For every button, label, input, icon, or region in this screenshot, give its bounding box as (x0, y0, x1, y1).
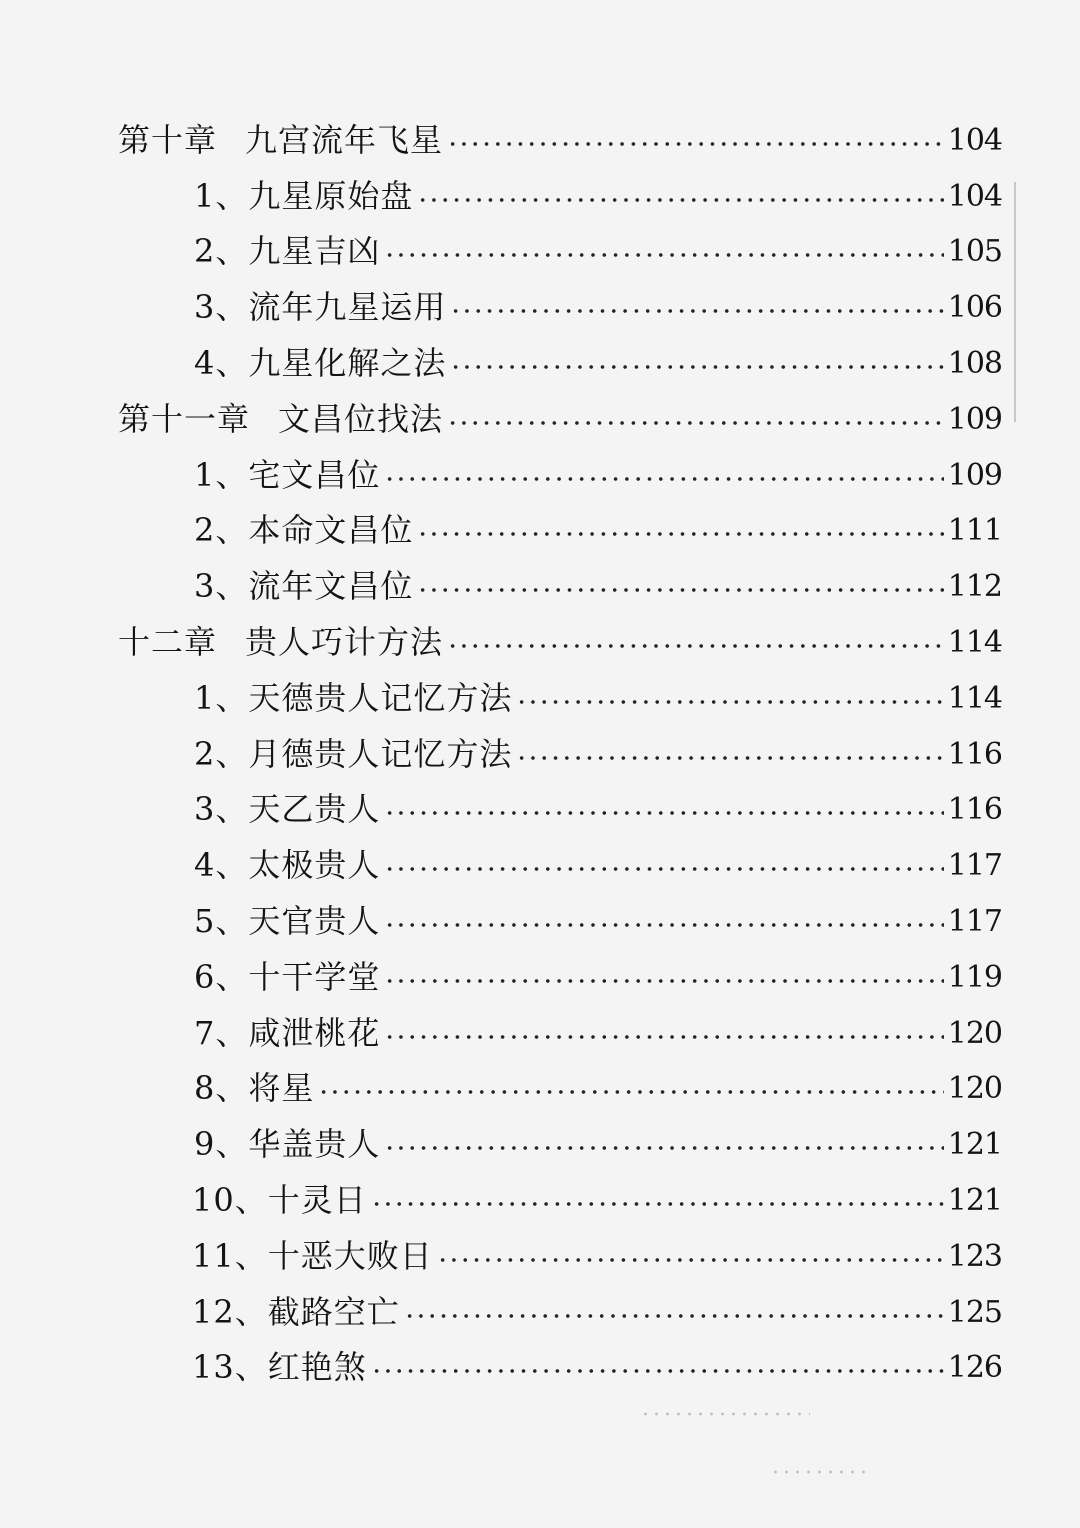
dot-leader (437, 1257, 944, 1263)
toc-section (118, 825, 1002, 885)
dot-leader (450, 308, 943, 314)
page-number: 123 (947, 1238, 1002, 1274)
toc-section (118, 1104, 1002, 1164)
section-title: 11、十恶大败日 (192, 1236, 433, 1275)
page-number: 114 (947, 624, 1002, 660)
page-number: 106 (947, 290, 1002, 326)
toc-section (118, 546, 1002, 606)
page-number: 117 (947, 848, 1002, 884)
dot-leader (450, 364, 943, 370)
section-title: 6、十干学堂 (194, 957, 381, 996)
page-number: 119 (947, 959, 1002, 995)
page-edge-shadow (1014, 182, 1016, 422)
toc-section (118, 267, 1002, 327)
dot-leader (417, 531, 943, 537)
dot-leader (371, 1201, 944, 1207)
page-number: 121 (947, 1127, 1002, 1163)
toc-section (118, 881, 1002, 940)
dot-leader (384, 978, 943, 984)
toc-section (118, 156, 1002, 215)
section-title: 8、将星 (194, 1069, 315, 1108)
dot-leader (384, 252, 943, 258)
chapter-number: 第十一章 (118, 399, 251, 438)
page-number: 121 (947, 1182, 1002, 1218)
section-title: 12、截路空亡 (192, 1292, 400, 1331)
page-number: 125 (947, 1294, 1002, 1330)
dot-leader (384, 866, 943, 872)
page-number: 117 (947, 903, 1002, 939)
toc-section (118, 491, 1002, 550)
dot-leader (384, 476, 943, 482)
toc-section (118, 770, 1002, 829)
toc-section (118, 435, 1002, 494)
toc-section (118, 212, 1002, 271)
table-of-contents (118, 100, 1002, 1387)
toc-chapter (118, 379, 1002, 438)
dot-leader (371, 1368, 944, 1374)
page-number: 109 (947, 401, 1002, 437)
toc-section (118, 993, 1002, 1052)
page-number: 105 (947, 234, 1002, 270)
page-number: 120 (947, 1071, 1002, 1107)
section-title: 1、九星原始盘 (194, 176, 414, 215)
section-title: 5、天官贵人 (194, 901, 381, 940)
toc-section (118, 1160, 1002, 1219)
bleed-through-dots (770, 1470, 870, 1474)
dot-leader (384, 810, 943, 816)
dot-leader (447, 141, 944, 147)
chapter-title: 贵人巧计方法 (245, 622, 444, 661)
page-number: 116 (947, 736, 1002, 772)
page-number: 109 (947, 457, 1002, 493)
section-title: 1、天德贵人记忆方法 (194, 678, 513, 717)
page-number: 120 (947, 1015, 1002, 1051)
page-number: 104 (947, 122, 1002, 158)
dot-leader (417, 587, 943, 593)
page-number: 112 (947, 569, 1002, 605)
dot-leader (447, 643, 944, 649)
dot-leader (447, 420, 944, 426)
section-title: 3、流年文昌位 (194, 567, 414, 606)
section-title: 2、九星吉凶 (194, 232, 381, 271)
chapter-title: 九宫流年飞星 (245, 120, 444, 159)
dot-leader (516, 699, 943, 705)
toc-section (118, 714, 1002, 773)
page-number: 108 (947, 345, 1002, 381)
dot-leader (516, 755, 943, 761)
dot-leader (417, 197, 943, 203)
page-number: 111 (947, 513, 1002, 549)
chapter-number: 十二章 (118, 622, 218, 661)
section-title: 4、太极贵人 (194, 846, 381, 885)
section-title: 1、宅文昌位 (194, 455, 381, 494)
section-title: 2、本命文昌位 (194, 511, 414, 550)
dot-leader (384, 1034, 943, 1040)
dot-leader (384, 922, 943, 928)
section-title: 4、九星化解之法 (194, 343, 447, 382)
section-title: 13、红艳煞 (192, 1348, 367, 1387)
toc-chapter (118, 100, 1002, 159)
dot-leader (384, 1145, 943, 1151)
bleed-through-dots (640, 1412, 810, 1416)
toc-chapter (118, 602, 1002, 661)
section-title: 2、月德贵人记忆方法 (194, 734, 513, 773)
chapter-number: 第十章 (118, 120, 218, 159)
toc-section (118, 1272, 1002, 1331)
toc-section (118, 937, 1002, 996)
section-title: 10、十灵日 (192, 1180, 367, 1219)
page-number: 126 (947, 1350, 1002, 1386)
section-title: 7、咸泄桃花 (194, 1013, 381, 1052)
page-number: 116 (947, 792, 1002, 828)
section-title: 3、天乙贵人 (194, 790, 381, 829)
toc-section (118, 323, 1002, 382)
toc-section (118, 658, 1002, 717)
section-title: 3、流年九星运用 (194, 288, 447, 327)
toc-section (118, 1216, 1002, 1275)
chapter-title: 文昌位找法 (278, 399, 444, 438)
toc-section (118, 1049, 1002, 1108)
page-number: 114 (947, 680, 1002, 716)
toc-section (118, 1328, 1002, 1387)
page-number: 104 (947, 178, 1002, 214)
dot-leader (318, 1089, 943, 1095)
dot-leader (404, 1313, 944, 1319)
section-title: 9、华盖贵人 (194, 1125, 381, 1164)
